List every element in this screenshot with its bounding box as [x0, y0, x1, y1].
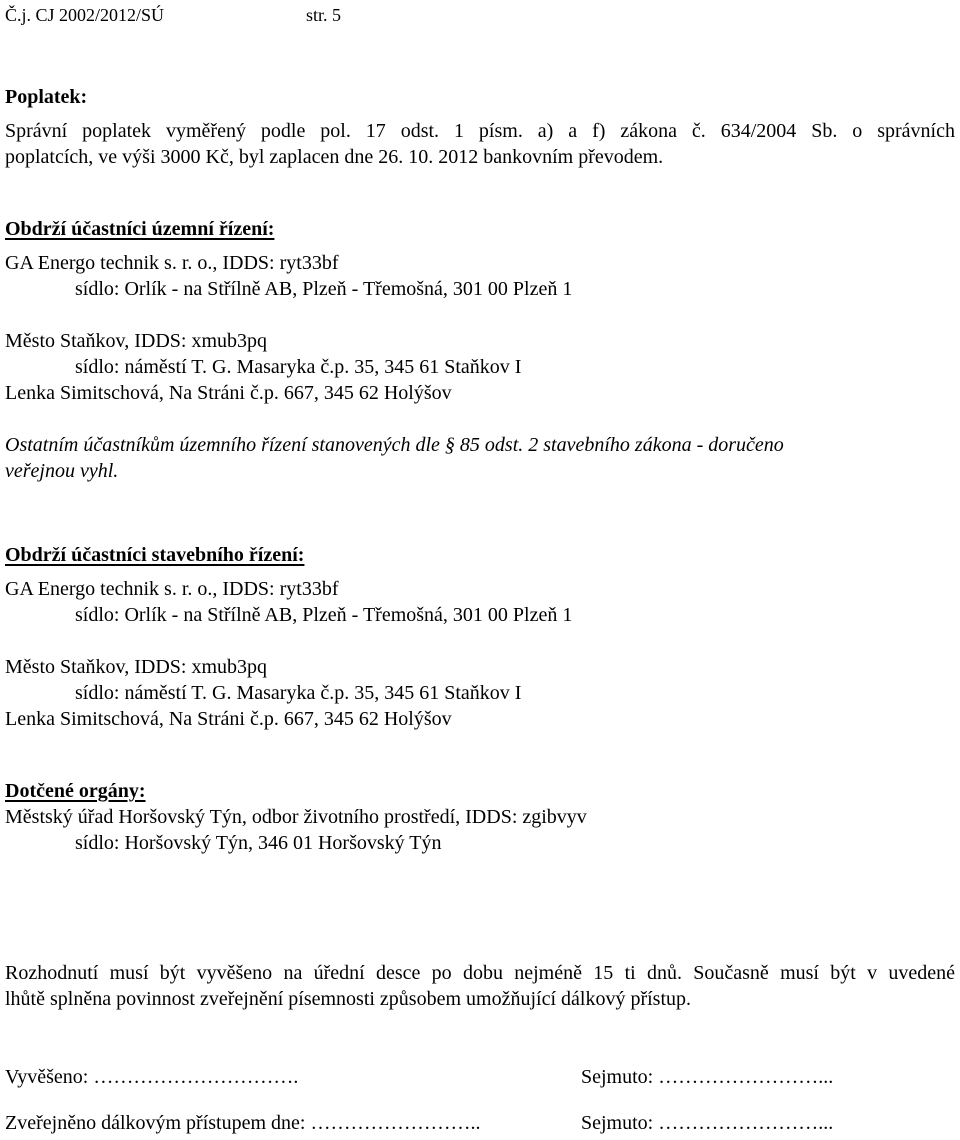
building-recipient-2-address: sídlo: náměstí T. G. Masaryka č.p. 35, 345 61 Staňkov I — [75, 682, 522, 704]
reference-number: Č.j. CJ 2002/2012/SÚ — [5, 5, 165, 25]
posted-field: Vyvěšeno: …………………………. — [5, 1066, 299, 1088]
decision-text-line-1: Rozhodnutí musí být vyvěšeno na úřední desce po dobu nejméně 15 ti dnů. Současně musí být v uvedené — [5, 962, 955, 984]
building-recipient-3-name: Lenka Simitschová, Na Stráni č.p. 667, 345 62 Holýšov — [5, 708, 452, 730]
page-number: str. 5 — [306, 5, 342, 25]
fee-text-line-1: Správní poplatek vyměřený podle pol. 17 odst. 1 písm. a) a f) zákona č. 634/2004 Sb. o správních — [5, 120, 955, 142]
zoning-recipient-2-name: Město Staňkov, IDDS: xmub3pq — [5, 330, 268, 352]
authority-address: sídlo: Horšovský Týn, 346 01 Horšovský Týn — [75, 832, 442, 854]
building-heading: Obdrží účastníci stavebního řízení: — [5, 544, 305, 566]
zoning-note-line-1: Ostatním účastníkům územního řízení stanovených dle § 85 odst. 2 stavebního zákona - doručeno — [5, 434, 784, 456]
zoning-recipient-2-address: sídlo: náměstí T. G. Masaryka č.p. 35, 345 61 Staňkov I — [75, 356, 522, 378]
zoning-heading: Obdrží účastníci územní řízení: — [5, 218, 275, 240]
fee-text-line-2: poplatcích, ve výši 3000 Kč, byl zaplacen dne 26. 10. 2012 bankovním převodem. — [5, 146, 664, 168]
zoning-recipient-3-name: Lenka Simitschová, Na Stráni č.p. 667, 345 62 Holýšov — [5, 382, 452, 404]
building-recipient-2-name: Město Staňkov, IDDS: xmub3pq — [5, 656, 268, 678]
removed-field-1: Sejmuto: ……………………... — [581, 1066, 834, 1088]
removed-field-2: Sejmuto: ……………………... — [581, 1112, 834, 1134]
zoning-note-line-2: veřejnou vyhl. — [5, 460, 119, 482]
published-remote-field: Zveřejněno dálkovým přístupem dne: …………………….. — [5, 1112, 481, 1134]
fee-heading: Poplatek: — [5, 86, 88, 108]
building-recipient-1-name: GA Energo technik s. r. o., IDDS: ryt33bf — [5, 578, 339, 600]
zoning-recipient-1-address: sídlo: Orlík - na Střílně AB, Plzeň - Třemošná, 301 00 Plzeň 1 — [75, 278, 573, 300]
authorities-heading: Dotčené orgány: — [5, 780, 146, 802]
decision-text-line-2: lhůtě splněna povinnost zveřejnění písemnosti způsobem umožňující dálkový přístup. — [5, 988, 691, 1010]
building-recipient-1-address: sídlo: Orlík - na Střílně AB, Plzeň - Třemošná, 301 00 Plzeň 1 — [75, 604, 573, 626]
authority-name: Městský úřad Horšovský Týn, odbor životního prostředí, IDDS: zgibvyv — [5, 806, 587, 828]
zoning-recipient-1-name: GA Energo technik s. r. o., IDDS: ryt33bf — [5, 252, 339, 274]
